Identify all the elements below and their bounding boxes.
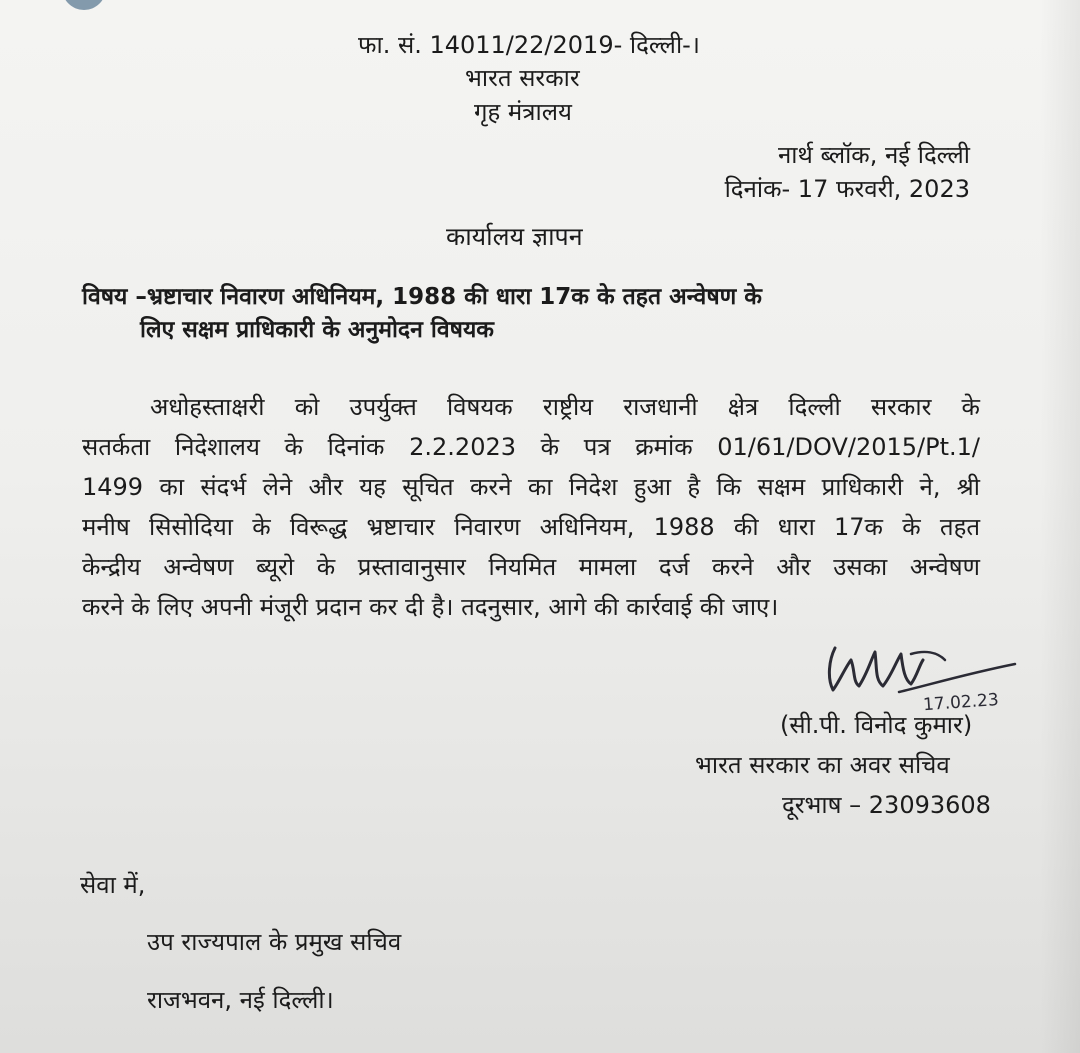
addressee-line-1: उप राज्यपाल के प्रमुख सचिव <box>147 928 402 956</box>
signatory-name: (सी.पी. विनोद कुमार) <box>780 711 973 739</box>
file-number: फा. सं. 14011/22/2019- दिल्ली-। <box>358 31 700 59</box>
body-line-1: अधोहस्ताक्षरी को उपर्युक्त विषयक राष्ट्रीय राजधानी क्षेत्र दिल्ली सरकार के <box>150 393 980 421</box>
addressee-salutation: सेवा में, <box>80 871 146 899</box>
document-type: कार्यालय ज्ञापन <box>446 222 583 251</box>
body-line-6: करने के लिए अपनी मंजूरी प्रदान कर दी है। तदनुसार, आगे की कार्रवाई की जाए। <box>82 593 779 621</box>
addressee-line-2: राजभवन, नई दिल्ली। <box>147 986 334 1014</box>
ministry-name: गृह मंत्रालय <box>474 98 572 126</box>
signatory-designation: भारत सरकार का अवर सचिव <box>695 751 950 779</box>
government-name: भारत सरकार <box>465 64 580 92</box>
corner-seal-mark <box>62 0 106 10</box>
date: दिनांक- 17 फरवरी, 2023 <box>724 175 970 203</box>
signature-date: 17.02.23 <box>922 689 1000 716</box>
body-line-4: मनीष सिसोदिया के विरूद्ध भ्रष्टाचार निवारण अधिनियम, 1988 की धारा 17क के तहत <box>82 513 980 541</box>
subject-line-2: लिए सक्षम प्राधिकारी के अनुमोदन विषयक <box>140 317 494 343</box>
body-line-5: केन्द्रीय अन्वेषण ब्यूरो के प्रस्तावानुसार नियमित मामला दर्ज करने और उसका अन्वेषण <box>82 553 980 581</box>
handwritten-signature <box>815 630 1025 720</box>
body-line-2: सतर्कता निदेशालय के दिनांक 2.2.2023 के पत्र क्रमांक 01/61/DOV/2015/Pt.1/ <box>82 433 980 461</box>
subject-line-1: विषय –भ्रष्टाचार निवारण अधिनियम, 1988 की धारा 17क के तहत अन्वेषण के <box>82 284 762 310</box>
signatory-phone: दूरभाष – 23093608 <box>782 791 991 819</box>
body-line-3: 1499 का संदर्भ लेने और यह सूचित करने का निदेश हुआ है कि सक्षम प्राधिकारी ने, श्री <box>82 473 980 501</box>
place: नार्थ ब्लॉक, नई दिल्ली <box>777 141 970 169</box>
page-edge-shadow <box>1040 0 1080 1053</box>
